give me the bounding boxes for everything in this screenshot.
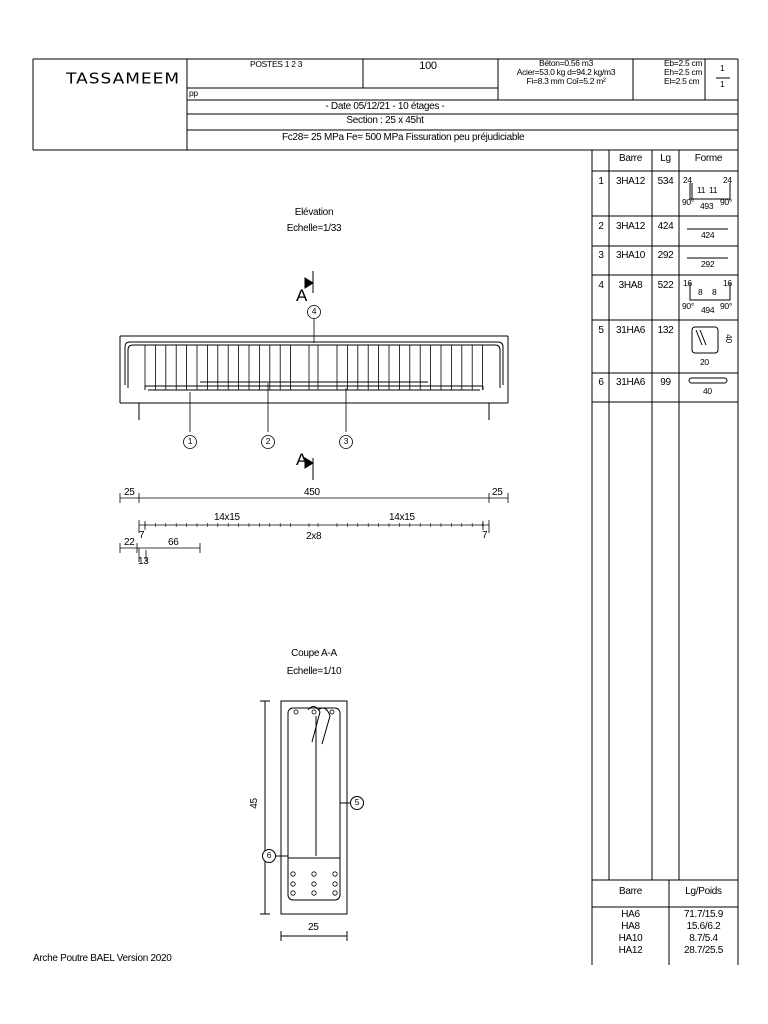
cover-eh: Eh=2.5 cm	[664, 67, 703, 77]
summary-barre: HA8	[621, 921, 640, 932]
pp-label: pp	[189, 88, 198, 98]
table-header-barre: Barre	[619, 153, 642, 164]
shape4-right-hook: 16	[723, 278, 732, 288]
row-number: 5	[598, 325, 604, 336]
section-marker-6: 6	[266, 850, 272, 860]
summary-value: 15.6/6.2	[686, 921, 721, 932]
dim-right-end: 7	[482, 530, 488, 541]
dim-left-support: 25	[124, 487, 135, 498]
dim-anchor-length: 66	[168, 537, 179, 548]
table-header-lg: Lg	[660, 153, 671, 164]
dim-middle-spacing: 2x8	[306, 531, 322, 542]
table-header-forme: Forme	[694, 153, 723, 164]
row-lg: 522	[657, 280, 674, 291]
section-scale: Echelle=1/10	[286, 666, 342, 677]
row-number: 3	[598, 250, 604, 261]
section-title: Coupe A-A	[291, 648, 337, 659]
row-number: 6	[598, 377, 604, 388]
elevation-marker-1: 1	[187, 436, 193, 446]
summary-barre: HA12	[618, 945, 643, 956]
sheet-number: 1	[720, 63, 725, 73]
dim-right-spacing: 14x15	[389, 512, 415, 523]
footer-version: Arche Poutre BAEL Version 2020	[33, 953, 172, 964]
section-marker-5: 5	[354, 797, 360, 807]
shape1-left-hook: 24	[683, 175, 692, 185]
shape4-angle-right: 90°	[720, 301, 732, 311]
summary-header-barre: Barre	[619, 886, 642, 897]
shape4-length: 494	[701, 305, 715, 315]
postes-label: POSTES 1 2 3	[250, 59, 303, 69]
acier-weight: Acier=53.0 kg d=94.2 kg/m3	[516, 67, 616, 77]
sheet-total: 1	[720, 79, 725, 89]
shape1-length: 493	[700, 201, 714, 211]
row-lg: 99	[660, 377, 671, 388]
section-height: 45	[248, 798, 260, 809]
row-barre: 31HA6	[615, 325, 646, 336]
section-width: 25	[308, 922, 319, 933]
elevation-marker-4: 4	[311, 306, 317, 316]
row-number: 1	[598, 176, 604, 187]
shape1-angle-left: 90°	[682, 197, 694, 207]
fi-diameter: Fi=8.3 mm Coî=5.2 m²	[526, 76, 606, 86]
dim-left-spacing: 14x15	[214, 512, 240, 523]
elevation-marker-2: 2	[265, 436, 271, 446]
company-logo: TASSAMEEM	[66, 70, 181, 89]
shape4-angle-left: 90°	[682, 301, 694, 311]
dim-left-end: 7	[139, 530, 145, 541]
material-line: Fc28= 25 MPa Fe= 500 MPa Fissuration peu préjudiciable	[282, 132, 525, 143]
dim-span: 450	[304, 487, 320, 498]
summary-header-lgpoids: Lg/Poids	[685, 886, 722, 897]
cover-el: El=2.5 cm	[664, 76, 700, 86]
row-number: 2	[598, 221, 604, 232]
summary-barre: HA10	[618, 933, 643, 944]
job-number: 100	[419, 60, 437, 72]
shape3-length: 292	[701, 259, 715, 269]
elevation-title: Elévation	[294, 207, 334, 218]
row-barre: 3HA10	[615, 250, 646, 261]
shape1-angle-right: 90°	[720, 197, 732, 207]
shape4-mid-left: 8	[698, 287, 703, 297]
row-barre: 31HA6	[615, 377, 646, 388]
date-line: - Date 05/12/21 - 10 étages -	[325, 101, 445, 112]
cover-eb: Eb=2.5 cm	[664, 58, 703, 68]
summary-value: 28.7/25.5	[683, 945, 723, 956]
row-number: 4	[598, 280, 604, 291]
section-drawing	[260, 701, 364, 941]
elevation-scale: Echelle=1/33	[286, 223, 342, 234]
dim-anchor-offset: 13	[138, 556, 149, 567]
shape5-height: 40	[723, 334, 734, 343]
row-barre: 3HA12	[615, 221, 646, 232]
row-lg: 292	[657, 250, 674, 261]
shape5-width: 20	[700, 357, 709, 367]
shape1-mid-left: 11	[697, 185, 706, 195]
shape4-left-hook: 16	[683, 278, 692, 288]
shape6-length: 40	[703, 386, 712, 396]
section-mark-top: A	[296, 286, 308, 305]
shape4-mid-right: 8	[712, 287, 717, 297]
beton-volume: Béton=0.56 m3	[539, 58, 593, 68]
row-lg: 424	[657, 221, 674, 232]
shape1-right-hook: 24	[723, 175, 732, 185]
row-barre: 3HA12	[615, 176, 646, 187]
dim-anchor-start: 22	[124, 537, 135, 548]
row-lg: 534	[657, 176, 674, 187]
shape1-mid-right: 11	[709, 185, 718, 195]
row-lg: 132	[657, 325, 674, 336]
section-line: Section : 25 x 45ht	[346, 115, 424, 126]
section-mark-bottom: A	[296, 450, 308, 469]
elevation-marker-3: 3	[343, 436, 349, 446]
summary-value: 8.7/5.4	[689, 933, 718, 944]
summary-barre: HA6	[621, 909, 640, 920]
summary-value: 71.7/15.9	[683, 909, 723, 920]
dim-right-support: 25	[492, 487, 503, 498]
shape2-length: 424	[701, 230, 715, 240]
row-barre: 3HA8	[618, 280, 643, 291]
